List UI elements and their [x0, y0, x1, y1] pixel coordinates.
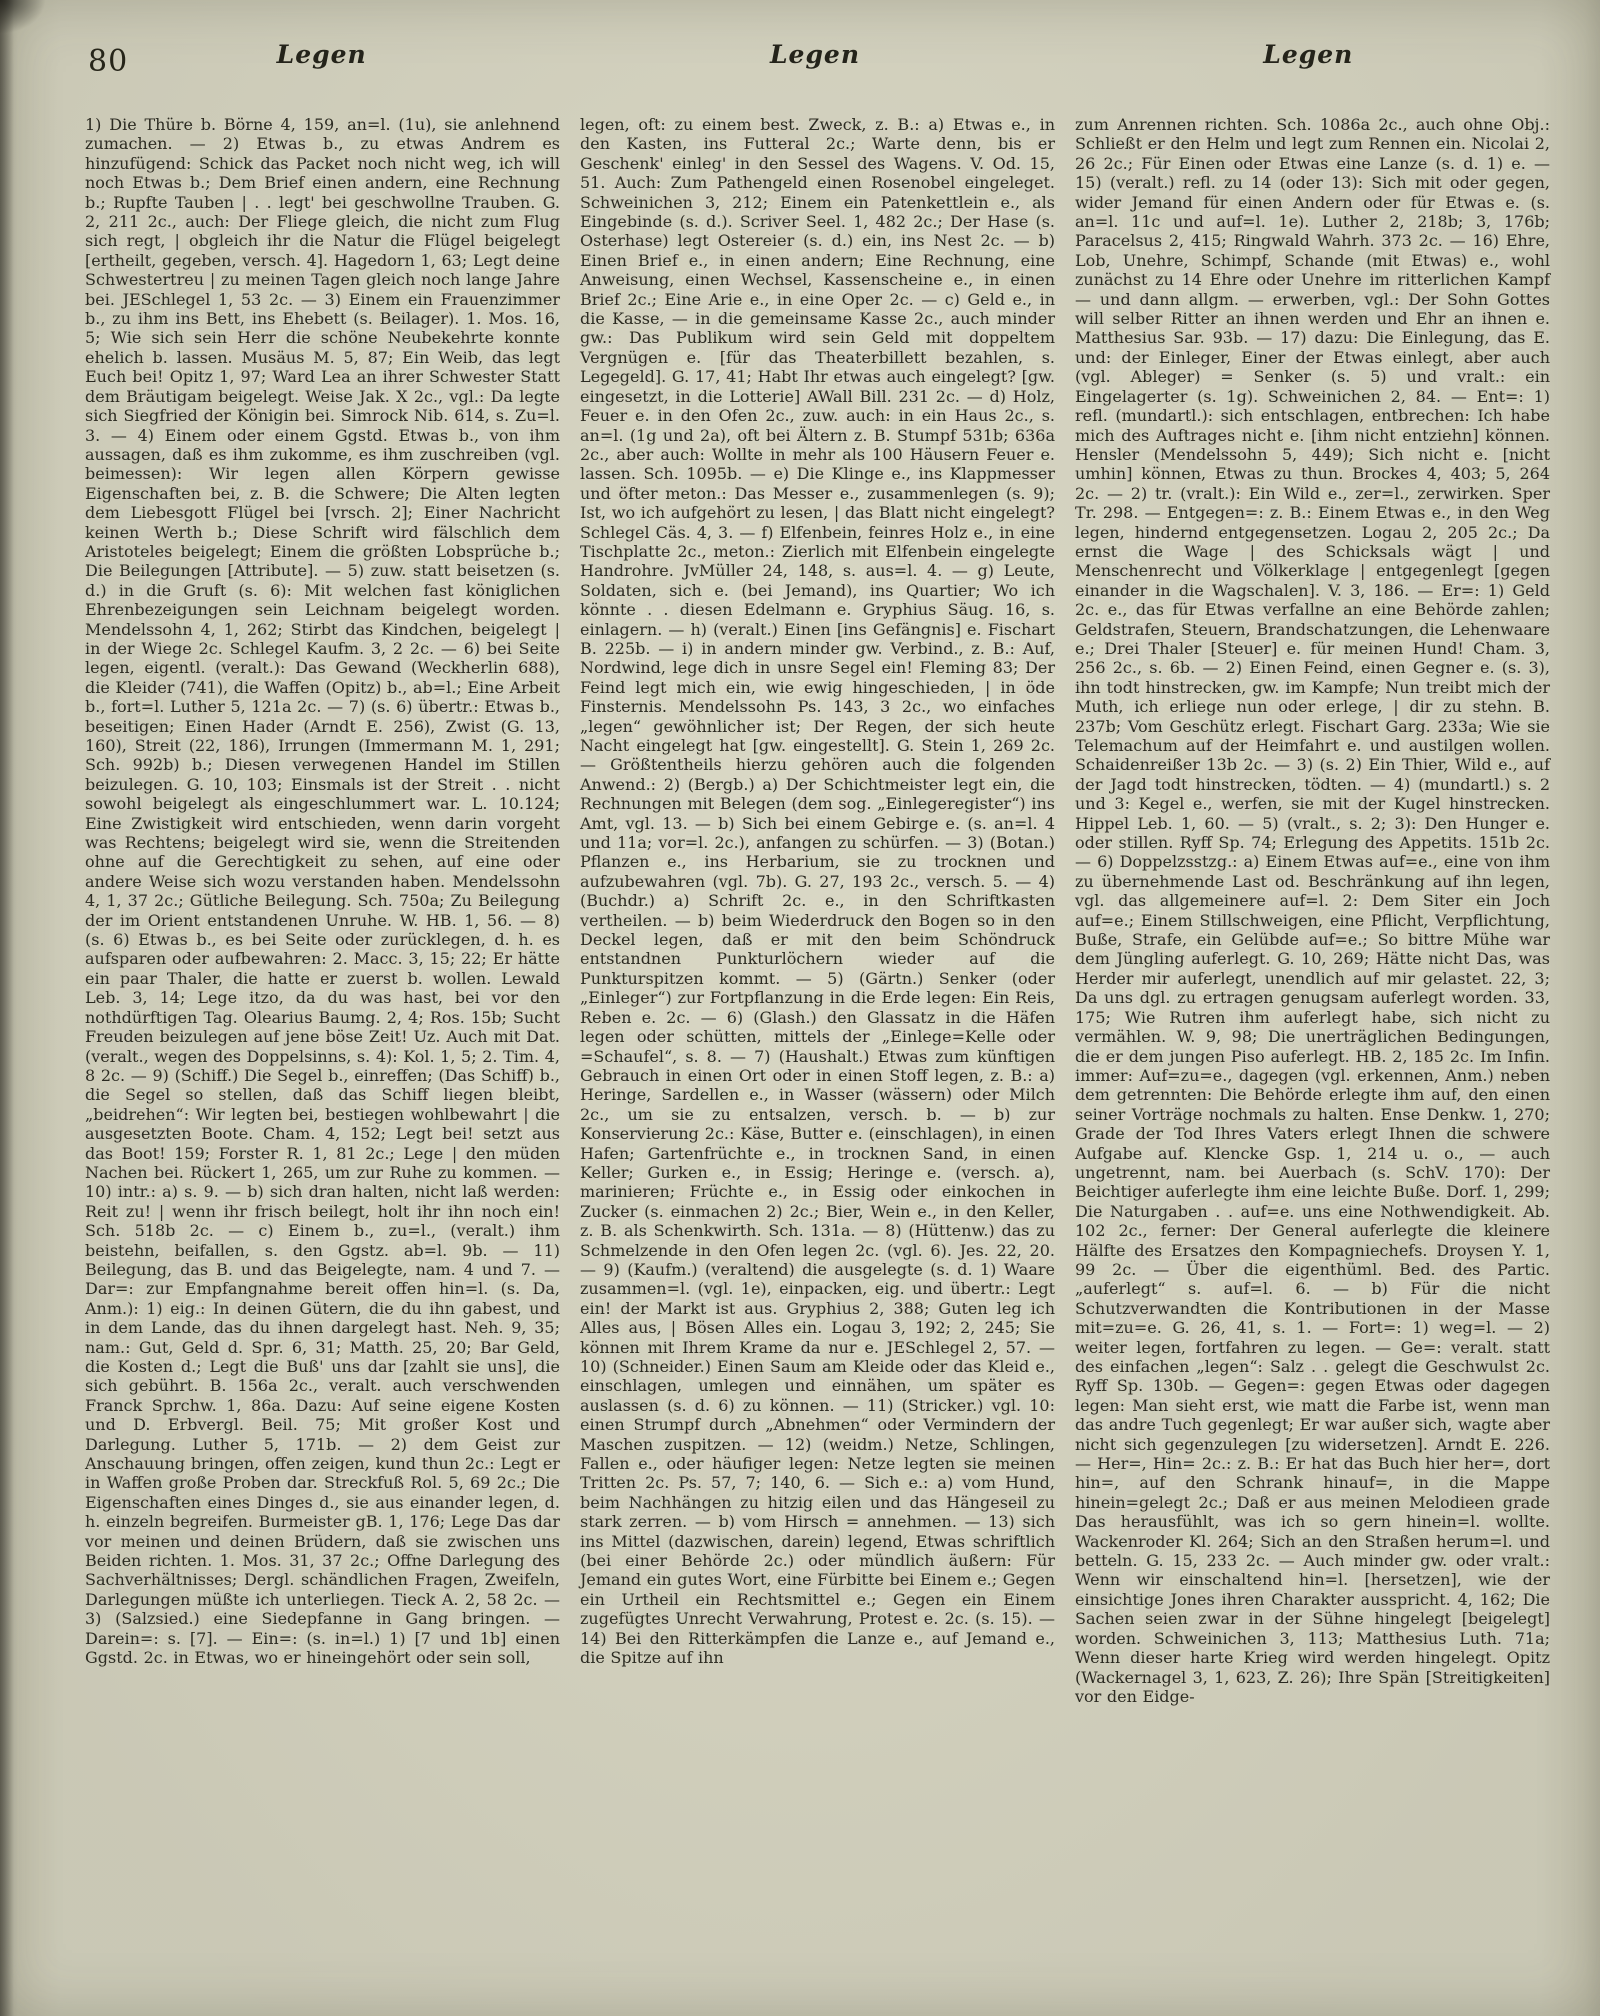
running-title-column-3: Legen — [1263, 40, 1354, 69]
running-title-column-2: Legen — [769, 40, 861, 69]
page-header — [85, 40, 1545, 80]
dictionary-column-1 — [85, 115, 560, 1706]
running-title-column-1: Legen — [276, 40, 367, 69]
column-1-text: 1) Die Thüre b. Börne 4, 159, an=l. (1u), sie anlehnend zumachen. — 2) Etwas b., zu etwas Andrem es hinzufügend: Schick das Packet noch nicht weg, ich will noch Etwas b.; Dem Brief einen andern, eine Rechnung b.; Rupfte Tauben | . . legt' bei geschwollne Trauben. G. 2, 211 2c., auch: Der Fliege gleich, die nicht zum Flug sich regt, | obgleich ihr die Natur die Flügel beigelegt [ertheilt, gegeben, versch. 4]. Hagedorn 1, 63; Legt deine Schwestertreu | zu meinen Tagen gleich noch lange Jahre bei. JESchlegel 1, 53 2c. — 3) Einem ein Frauenzimmer b., zu ihm ins Bett, ins Ehebett (s. Beilager). 1. Mos. 16, 5; Wie sich sein Herr die schöne Neubekehrte konnte ehelich b. lassen. Musäus M. 5, 87; Ein Weib, das legt Euch bei! Opitz 1, 97; Ward Lea an ihrer Schwester Statt dem Bräutigam beigelegt. Weise Jak. X 2c., vgl.: Da legte sich Siegfried der Königin bei. Simrock Nib. 614, s. Zu=l. 3. — 4) Einem oder einem Ggstd. Etwas b., von ihm aussagen, daß es ihm zukomme, es ihm zuschreiben (vgl. beimessen): Wir legen allen Körpern gewisse Eigenschaften bei, z. B. die Schwere; Die Alten legten dem Liebesgott Flügel bei [vrsch. 2]; Einer Nachricht keinen Werth b.; Diese Schrift wird fälschlich dem Aristoteles beigelegt; Einem die größten Lobsprüche b.; Die Beilegungen [Attribute]. — 5) zuw. statt beisetzen (s. d.) in die Gruft (s. 6): Mit welchen fast königlichen Ehrenbezeigungen sein Leichnam beigelegt worden. Mendelssohn 4, 1, 262; Stirbt das Kindchen, beigelegt | in der Wiege 2c. Schlegel Kaufm. 3, 2 2c. — 6) bei Seite legen, eigentl. (veralt.): Das Gewand (Weckherlin 688), die Kleider (741), die Waffen (Opitz) b., ab=l.; Eine Arbeit b., fort=l. Luther 5, 121a 2c. — 7) (s. 6) übertr.: Etwas b., beseitigen; Einen Hader (Arndt E. 256), Zwist (G. 13, 160), Streit (22, 186), Irrungen (Immermann M. 1, 291; Sch. 992b) b.; Diesen verwegenen Handel im Stillen beizulegen. G. 10, 103; Einsmals ist der Streit . . nicht sowohl beigelegt als eingeschlummert war. L. 10.124; Eine Zwistigkeit wird entschieden, wenn darin vorgeht was Rechtens; beigelegt wird sie, wenn die Streitenden ohne auf die Gerechtigkeit zu sehen, auf eine oder andere Weise sich wozu verstanden haben. Mendelssohn 4, 1, 37 2c.; Gütliche Beilegung. Sch. 750a; Zu Beilegung der im Orient entstandenen Unruhe. W. HB. 1, 56. — 8) (s. 6) Etwas b., es bei Seite oder zurücklegen, d. h. es aufsparen oder aufbewahren: 2. Macc. 3, 15; 22; Er hätte ein paar Thaler, die hatte er zuerst b. wollen. Lewald Leb. 3, 14; Lege itzo, da du was hast, bei vor den nothdürftigen Tag. Olearius Baumg. 2, 4; Ros. 15b; Sucht Freuden beizulegen auf jene böse Zeit! Uz. Auch mit Dat. (veralt., wegen des Doppelsinns, s. 4): Kol. 1, 5; 2. Tim. 4, 8 2c. — 9) (Schiff.) Die Segel b., einreffen; (Das Schiff) b., die Segel so stellen, daß das Schiff liegen bleibt, „beidrehen“: Wir legten bei, bestiegen wohlbewahrt | die ausgesetzten Boote. Cham. 4, 152; Legt bei! setzt aus das Boot! 159; Forster R. 1, 81 2c.; Lege | den müden Nachen bei. Rückert 1, 265, um zur Ruhe zu kommen. — 10) intr.: a) s. 9. — b) sich dran halten, nicht laß werden: Reit zu! | wenn ihr frisch beilegt, holt ihr ihn noch ein! Sch. 518b 2c. — c) Einem b., zu=l., (veralt.) ihm beistehn, beifallen, s. den Ggstz. ab=l. 9b. — 11) Beilegung, das B. und das Beigelegte, nam. 4 und 7. — Dar=: zur Empfangnahme bereit offen hin=l. (s. Da, Anm.): 1) eig.: In deinen Gütern, die du ihn gabest, und in dem Lande, das du ihnen dargelegt hast. Neh. 9, 35; nam.: Gut, Geld d. Spr. 6, 31; Matth. 25, 20; Bar Geld, die Kosten d.; Legt die Buß' uns dar [zahlt sie uns], die sich gebührt. B. 156a 2c., veralt. auch verschwenden Franck Sprchw. 1, 86a. Dazu: Auf seine eigene Kosten und D. Erbvergl. Beil. 75; Mit großer Kost und Darlegung. Luther 5, 171b. — 2) dem Geist zur Anschauung bringen, offen zeigen, kund thun 2c.: Legt er in Waffen große Proben dar. Streckfuß Rol. 5, 69 2c.; Die Eigenschaften eines Dinges d., sie aus einander legen, d. h. einzeln begreifen. Burmeister gB. 1, 176; Lege Das dar vor meinen und deinen Brüdern, daß sie zwischen uns Beiden richten. 1. Mos. 31, 37 2c.; Offne Darlegung des Sachverhältnisses; Dergl. schändlichen Fragen, Zweifeln, Darlegungen müßte ich unterliegen. Tieck A. 2, 58 2c. — 3) (Salzsied.) eine Siedepfanne in Gang bringen. — Darein=: s. [7]. — Ein=: (s. in=l.) 1) [7 und 1b] einen Ggstd. 2c. in Etwas, wo er hineingehört oder sein soll, — [85, 115, 560, 1668]
dictionary-column-2 — [580, 115, 1055, 1706]
column-3-text: zum Anrennen richten. Sch. 1086a 2c., auch ohne Obj.: Schließt er den Helm und legt zum Rennen ein. Nicolai 2, 26 2c.; Für Einen oder Etwas eine Lanze (s. d. 1) e. — 15) (veralt.) refl. zu 14 (oder 13): Sich mit oder gegen, wider Jemand für einen Andern oder für Etwas e. (s. an=l. 11c und auf=l. 1e). Luther 2, 218b; 3, 176b; Paracelsus 2, 415; Ringwald Wahrh. 373 2c. — 16) Ehre, Lob, Unehre, Schimpf, Schande (mit Etwas) e., wohl zunächst zu 14 Ehre oder Unehre im ritterlichen Kampf — und dann allgm. — erwerben, vgl.: Der Sohn Gottes will selber Ritter an ihnen werden und Ehr an ihnen e. Matthesius Sar. 93b. — 17) dazu: Die Einlegung, das E. und: der Einleger, Einer der Etwas einlegt, aber auch (vgl. Ableger) = Senker (s. 5) und vralt.: ein Eingelagerter (s. 1g). Schweinichen 2, 84. — Ent=: 1) refl. (mundartl.): sich entschlagen, entbrechen: Ich habe mich des Auftrages nicht e. [ihm nicht entziehn] können. Hensler (Mendelssohn 5, 449); Sich nicht e. [nicht umhin] können, Etwas zu thun. Brockes 4, 403; 5, 264 2c. — 2) tr. (vralt.): Ein Wild e., zer=l., zerwirken. Sper Tr. 298. — Entgegen=: z. B.: Einem Etwas e., in den Weg legen, hindernd entgegensetzen. Logau 2, 205 2c.; Da ernst die Wage | des Schicksals wägt | und Menschenrecht und Völkerklage | entgegenlegt [gegen einander in die Wagschalen]. V. 3, 186. — Er=: 1) Geld 2c. e., das für Etwas verfallne an eine Behörde zahlen; Geldstrafen, Steuern, Brandschatzungen, die Lehenwaare e.; Drei Thaler [Steuer] e. für meinen Hund! Cham. 3, 256 2c., s. 6b. — 2) Einen Feind, einen Gegner e. (s. 3), ihn todt hinstrecken, gw. im Kampfe; Nun treibt mich der Muth, ich erliege nun oder erlege, | dir zu stehn. B. 237b; Vom Geschütz erlegt. Fischart Garg. 233a; Wie sie Telemachum auf der Heimfahrt e. und austilgen wollen. Schaidenreißer 13b 2c. — 3) (s. 2) Ein Thier, Wild e., auf der Jagd todt hinstrecken, tödten. — 4) (mundartl.) s. 2 und 3: Kegel e., werfen, sie mit der Kugel hinstrecken. Hippel Leb. 1, 60. — 5) (vralt., s. 2; 3): Den Hunger e. oder stillen. Ryff Sp. 74; Erlegung des Appetits. 151b 2c. — 6) Doppelzsstzg.: a) Einem Etwas auf=e., eine von ihm zu übernehmende Last od. Beschränkung auf ihn legen, vgl. das allgemeinere auf=l. 2: Dem Siter ein Joch auf=e.; Einem Stillschweigen, eine Pflicht, Verpflichtung, Buße, Strafe, ein Gelübde auf=e.; So bittre Mühe war dem Jüngling auferlegt. G. 10, 269; Hätte nicht Das, was Herder mir auferlegt, unendlich auf mir gelastet. 22, 3; Da uns dgl. zu ertragen genugsam auferlegt worden. 33, 175; Wie Rutren ihm auferlegt habe, sich nicht zu vermählen. W. 9, 98; Die unerträglichen Bedingungen, die er dem jungen Piso auferlegt. HB. 2, 185 2c. Im Infin. immer: Auf=zu=e., dagegen (vgl. erkennen, Anm.) neben dem getrennten: Die Behörde erlegte ihm auf, den einen seiner Vorträge nochmals zu halten. Ense Denkw. 1, 270; Grade der Tod Ihres Vaters erlegt Ihnen die schwere Aufgabe auf. Klencke Gsp. 1, 214 u. o., — auch ungetrennt, nam. bei Auerbach (s. SchV. 170): Der Beichtiger auferlegte ihm eine leichte Buße. Dorf. 1, 299; Die Naturgaben . . auf=e. uns eine Nothwendigkeit. Ab. 102 2c., ferner: Der General auferlegte die kleinere Hälfte des Ersatzes den Kompagniechefs. Droysen Y. 1, 99 2c. — Über die eigenthüml. Bed. des Partic. „auferlegt“ s. auf=l. 6. — b) Für die nicht Schutzverwandten die Kontributionen in der Masse mit=zu=e. G. 26, 41, s. 1. — Fort=: 1) weg=l. — 2) weiter legen, fortfahren zu legen. — Ge=: veralt. statt des einfachen „legen“: Salz . . gelegt die Geschwulst 2c. Ryff Sp. 130b. — Gegen=: gegen Etwas oder dagegen legen: Man sieht erst, wie matt die Farbe ist, wenn man das andre Tuch gegenlegt; Er war außer sich, wagte aber nicht sich gegenzulegen [zu widersetzen]. Arndt E. 226. — Her=, Hin= 2c.: z. B.: Er hat das Buch hier her=, dort hin=, auf den Schrank hinauf=, in die Mappe hinein=gelegt 2c.; Daß er aus meinen Melodieen grade Das herausfühlt, was ich so gern hinein=l. wollte. Wackenroder Kl. 264; Sich an den Straßen herum=l. und betteln. G. 15, 233 2c. — Auch minder gw. oder vralt.: Wenn wir einschaltend hin=l. [hersetzen], wie der einsichtige Jones ihren Charakter ausspricht. 4, 162; Die Sachen seien zwar in der Sühne hingelegt [beigelegt] worden. Schweinichen 3, 113; Matthesius Luth. 71a; Wenn dieser harte Krieg wird werden hingelegt. Opitz (Wackernagel 3, 1, 623, Z. 26); Ihre Spän [Streitigkeiten] vor den Eidge- — [1075, 115, 1550, 1706]
dictionary-column-3 — [1075, 115, 1550, 1706]
column-2-text: legen, oft: zu einem best. Zweck, z. B.: a) Etwas e., in den Kasten, ins Futteral 2c.; Warte denn, bis er Geschenk' einleg' in den Sessel des Wagens. V. Od. 15, 51. Auch: Zum Pathengeld einen Rosenobel eingeleget. Schweinichen 3, 212; Einem ein Patenkettlein e., als Eingebinde (s. d.). Scriver Seel. 1, 482 2c.; Der Hase (s. Osterhase) legt Ostereier (s. d.) ein, ins Nest 2c. — b) Einen Brief e., in einen andern; Eine Rechnung, eine Anweisung, einen Wechsel, Kassenscheine e., in einen Brief 2c.; Eine Arie e., in eine Oper 2c. — c) Geld e., in die Kasse, — in die gemeinsame Kasse 2c., auch minder gw.: Das Publikum wird sein Geld mit doppeltem Vergnügen e. [für das Theaterbillett bezahlen, s. Legegeld]. G. 17, 41; Habt Ihr etwas auch eingelegt? [gw. eingesetzt, in die Lotterie] AWall Bill. 231 2c. — d) Holz, Feuer e. in den Ofen 2c., zuw. auch: in ein Haus 2c., s. an=l. (1g und 2a), oft bei Ältern z. B. Stumpf 531b; 636a 2c., aber auch: Wollte in mehr als 100 Häusern Feuer e. lassen. Sch. 1095b. — e) Die Klinge e., ins Klappmesser und öfter meton.: Das Messer e., zusammenlegen (s. 9); Ist, wo ich aufgehört zu lesen, | das Blatt nicht eingelegt? Schlegel Cäs. 4, 3. — f) Elfenbein, feinres Holz e., in eine Tischplatte 2c., meton.: Zierlich mit Elfenbein eingelegte Handrohre. JvMüller 24, 148, s. aus=l. 4. — g) Leute, Soldaten, sich e. (bei Jemand), ins Quartier; Wo ich könnte . . diesen Edelmann e. Gryphius Säug. 16, s. einlagern. — h) (veralt.) Einen [ins Gefängnis] e. Fischart B. 225b. — i) in andern minder gw. Verbind., z. B.: Auf, Nordwind, lege dich in unsre Segel ein! Fleming 83; Der Feind legt mich ein, wie ewig hingeschieden, | in öde Finsternis. Mendelssohn Ps. 143, 3 2c., wo einfaches „legen“ gewöhnlicher ist; Der Regen, der sich heute Nacht eingelegt hat [gw. eingestellt]. G. Stein 1, 269 2c. — Größtentheils hierzu gehören auch die folgenden Anwend.: 2) (Bergb.) a) Der Schichtmeister legt ein, die Rechnungen mit Belegen (dem sog. „Einlegeregister“) ins Amt, vgl. 13. — b) Sich bei einem Gebirge e. (s. an=l. 4 und 11a; vor=l. 2c.), anfangen zu schürfen. — 3) (Botan.) Pflanzen e., ins Herbarium, sie zu trocknen und aufzubewahren (vgl. 7b). G. 27, 193 2c., versch. 5. — 4) (Buchdr.) a) Schrift 2c. e., in den Schriftkasten vertheilen. — b) beim Wiederdruck den Bogen so in den Deckel legen, daß er mit den beim Schöndruck entstandnen Punkturlöchern wieder auf die Punkturspitzen kommt. — 5) (Gärtn.) Senker (oder „Einleger“) zur Fortpflanzung in die Erde legen: Ein Reis, Reben e. 2c. — 6) (Glash.) den Glassatz in die Häfen legen oder schütten, mittels der „Einlege=Kelle oder =Schaufel“, s. 8. — 7) (Haushalt.) Etwas zum künftigen Gebrauch in einen Ort oder in einen Stoff legen, z. B.: a) Heringe, Sardellen e., in Wasser (wässern) oder Milch 2c., um sie zu entsalzen, versch. b. — b) zur Konservierung 2c.: Käse, Butter e. (einschlagen), in einen Hafen; Gartenfrüchte e., in trocknen Sand, in einen Keller; Gurken e., in Essig; Heringe e. (versch. a), marinieren; Früchte e., in Essig oder einkochen in Zucker (s. einmachen 2) 2c.; Bier, Wein e., in den Keller, z. B. als Schenkwirth. Sch. 131a. — 8) (Hüttenw.) das zu Schmelzende in den Ofen legen 2c. (vgl. 6). Jes. 22, 20. — 9) (Kaufm.) (veraltend) die ausgelegte (s. d. 1) Waare zusammen=l. (vgl. 1e), einpacken, eig. und übertr.: Legt ein! der Markt ist aus. Gryphius 2, 388; Guten leg ich Alles aus, | Bösen Alles ein. Logau 3, 192; 2, 245; Sie können mit Ihrem Krame da nur e. JESchlegel 2, 57. — 10) (Schneider.) Einen Saum am Kleide oder das Kleid e., einschlagen, umlegen und einnähen, um später es auslassen (s. d. 6) zu können. — 11) (Stricker.) vgl. 10: einen Strumpf durch „Abnehmen“ oder Vermindern der Maschen zuspitzen. — 12) (weidm.) Netze, Schlingen, Fallen e., oder häufiger legen: Netze legten sie meinen Tritten 2c. Ps. 57, 7; 140, 6. — Sich e.: a) vom Hund, beim Nachhängen zu hitzig eilen und das Hängeseil zu stark zerren. — b) vom Hirsch = annehmen. — 13) sich ins Mittel (dazwischen, darein) legend, Etwas schriftlich (bei einer Behörde 2c.) oder mündlich äußern: Für Jemand ein gutes Wort, eine Fürbitte bei Einem e.; Gegen ein Urtheil ein Rechtsmittel e.; Gegen ein Einem zugefügtes Unrecht Verwahrung, Protest e. 2c. (s. 15). — 14) Bei den Ritterkämpfen die Lanze e., auf Jemand e., die Spitze auf ihn — [580, 115, 1055, 1668]
text-columns — [85, 115, 1550, 1706]
running-titles — [85, 40, 1545, 69]
page-number: 80 — [88, 44, 129, 79]
